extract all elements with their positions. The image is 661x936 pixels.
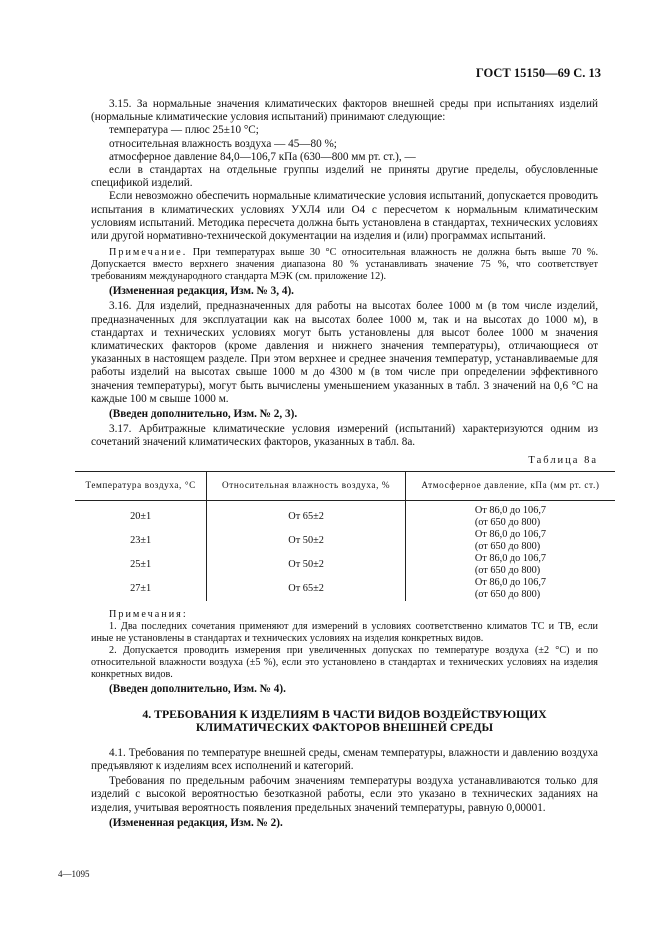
cell-temperature: 23±1: [130, 534, 152, 546]
table-header-row: [75, 471, 615, 500]
note-1: 1. Два последних сочетания применяют для измерений в условиях соответственно климатов ТС и ТВ, если иные не установлены в стандартах и технических условиях на изделия конкретных видов.: [91, 620, 598, 644]
pressure-kpa: От 86,0 до 106,7: [474, 528, 547, 540]
page-footer-code: 4—1095: [58, 869, 90, 879]
clause-3-16: 3.16. Для изделий, предназначенных для работы на высотах более 1000 м (в том числе изделий, предназначенных для эксплуатации как на высотах более 1000 м, так и на высотах до 1000 м), в стандартах и технических условиях могут быть установлены для высот более 1000 м значения климатических факторов (кроме давления и нижнего значения температуры), отличающиеся от указанных в настоящем разделе. При этом верхнее и среднее значения температур, устанавливаемые для работы изделий на высотах свыше 1000 м до 4300 м (в том числе при определении эффективного значения температуры), могут быть вычислены уменьшением указанных в табл. 3 значений на 0,6 °С на каждые 100 м свыше 1000 м.: [91, 300, 598, 405]
page-header: ГОСТ 15150—69 С. 13: [475, 66, 601, 80]
clause-4-1-para2: Требования по предельным рабочим значениям температуры воздуха устанавливаются только для изделий с высокой вероятностью безотказной работы, если это указано в технических заданиях на изделия, учитывая вероятность появления предельных значений температуры, равную 0,00001.: [91, 775, 598, 814]
section-4-title-line1: 4. ТРЕБОВАНИЯ К ИЗДЕЛИЯМ В ЧАСТИ ВИДОВ ВОЗДЕЙСТВУЮЩИХ: [142, 706, 547, 721]
page-content: [85, 98, 600, 830]
table-caption: Таблица 8а: [528, 454, 598, 466]
cell-temperature: 27±1: [130, 582, 152, 594]
clause-3-15-note: [91, 247, 598, 283]
cell-pressure: [405, 529, 615, 553]
cell-temperature: 20±1: [130, 510, 152, 522]
pressure-kpa: От 86,0 до 106,7: [474, 576, 547, 588]
cell-temperature: 25±1: [130, 558, 152, 570]
clause-3-15-para2: Если невозможно обеспечить нормальные климатические условия испытаний, допускается проводить испытания в климатических условиях УХЛ4 или О4 с пересчетом к нормальным климатическим условиям испытаний. Методика пересчета должна быть установлена в стандартах, технических условиях или другой нормативно-технической документации на изделия и (или) программах испытаний.: [91, 190, 598, 243]
temperature-item: температура — плюс 25±10 °С;: [109, 124, 259, 137]
cell-humidity: От 50±2: [207, 529, 406, 553]
pressure-kpa: От 86,0 до 106,7: [474, 552, 547, 564]
table-row: [75, 529, 615, 553]
pressure-mmhg: (от 650 до 800): [474, 540, 541, 552]
table-row: [75, 553, 615, 577]
amendment-table-8a: (Введен дополнительно, Изм. № 4).: [109, 682, 286, 695]
cell-pressure: [405, 577, 615, 601]
pressure-item: атмосферное давление 84,0—106,7 кПа (630—800 мм рт. ст.), —: [109, 150, 416, 163]
amendment-4-1: (Измененная редакция, Изм. № 2).: [109, 816, 283, 829]
header-temperature: Температура воздуха, °С: [75, 471, 207, 500]
section-4-title-line2: КЛИМАТИЧЕСКИХ ФАКТОРОВ ВНЕШНЕЙ СРЕДЫ: [195, 720, 494, 735]
cell-pressure: [405, 553, 615, 577]
pressure-kpa: От 86,0 до 106,7: [474, 504, 547, 516]
pressure-mmhg: (от 650 до 800): [474, 588, 541, 600]
cell-humidity: От 50±2: [207, 553, 406, 577]
note-text: При температурах выше 30 °С относительная влажность не должна быть выше 70 %. Допускается вместо верхнего значения диапазона 80 % устанавливать значение 75 %, что соответствует требованиям международного стандарта МЭК (см. приложение 12).: [91, 247, 598, 283]
clause-3-15-intro: 3.15. За нормальные значения климатических факторов внешней среды при испытаниях изделий (нормальные климатические условия испытаний) принимают следующие:: [91, 98, 598, 124]
table-row: [75, 577, 615, 601]
amendment-3-15: (Измененная редакция, Изм. № 3, 4).: [109, 285, 294, 298]
pressure-mmhg: (от 650 до 800): [474, 516, 541, 528]
note-2: 2. Допускается проводить измерения при увеличенных допусках по температуре воздуха (±2 °С) и по относительной влажности воздуха (±5 %), если это установлено в стандартах и технических условиях на изделия конкретных видов.: [91, 644, 598, 680]
humidity-item: относительная влажность воздуха — 45—80 %;: [109, 137, 337, 150]
notes-label: Примечания:: [109, 608, 188, 620]
header-humidity: Относительная влажность воздуха, %: [207, 471, 406, 500]
amendment-3-16: (Введен дополнительно, Изм. № 2, 3).: [109, 408, 298, 421]
cell-humidity: От 65±2: [207, 500, 406, 529]
section-4-title: [91, 708, 598, 735]
note-label: Примечание.: [109, 247, 188, 259]
pressure-mmhg: (от 650 до 800): [474, 564, 541, 576]
table-row: [75, 500, 615, 529]
cell-humidity: От 65±2: [207, 577, 406, 601]
clause-3-17: 3.17. Арбитражные климатические условия измерений (испытаний) характеризуются одним из сочетаний значений климатических факторов, указанных в табл. 8а.: [91, 423, 598, 449]
header-pressure: Атмосферное давление, кПа (мм рт. ст.): [405, 471, 615, 500]
cell-pressure: [405, 500, 615, 529]
table-8a: [75, 471, 615, 601]
exception-text: если в стандартах на отдельные группы изделий не приняты другие пределы, обусловленные спецификой изделий.: [91, 164, 598, 190]
clause-4-1: 4.1. Требования по температуре внешней среды, сменам температуры, влажности и давлению воздуха предъявляют к изделиям всех исполнений и категорий.: [91, 746, 598, 773]
